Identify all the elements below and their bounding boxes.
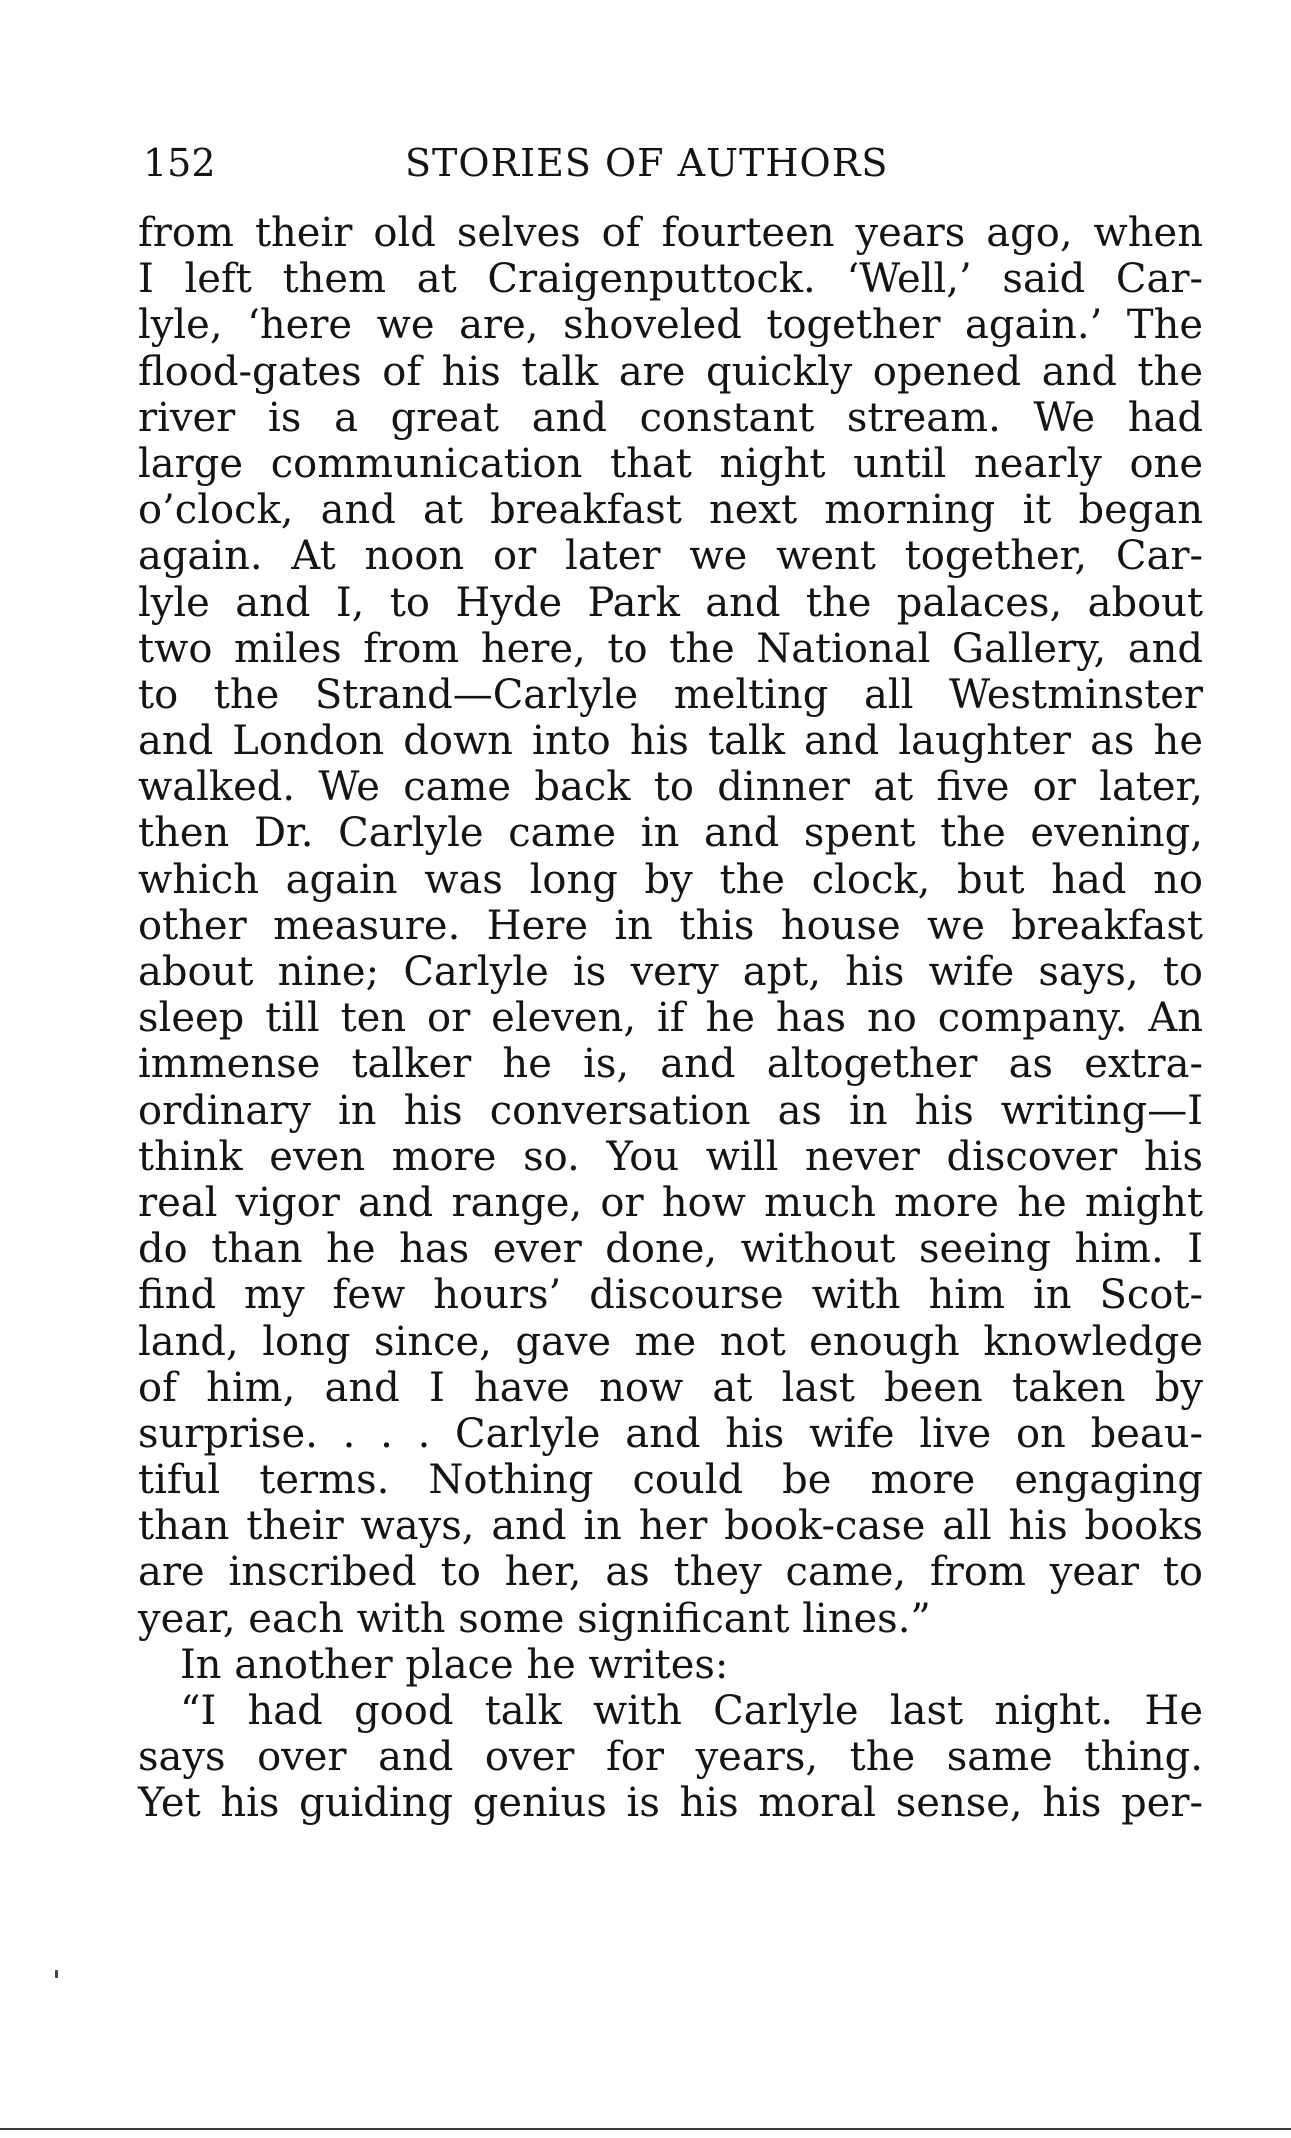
text-line: says over and over for years, the same thing.: [138, 1734, 1203, 1781]
text-line: do than he has ever done, without seeing him. I: [138, 1226, 1203, 1273]
text-line: which again was long by the clock, but had no: [138, 856, 1203, 903]
text-line: than their ways, and in her book-case all his books: [138, 1503, 1203, 1550]
text-line: find my few hours’ discourse with him in Scot-: [138, 1272, 1203, 1319]
text-line: ordinary in his conversation as in his writing—I: [138, 1087, 1203, 1134]
text-line: to the Strand—Carlyle melting all Westminster: [138, 671, 1203, 718]
text-line: real vigor and range, or how much more he might: [138, 1179, 1203, 1226]
text-line: walked. We came back to dinner at five or later,: [138, 764, 1203, 811]
text-line: of him, and I have now at last been taken by: [138, 1364, 1203, 1411]
text-line: land, long since, gave me not enough knowledge: [138, 1318, 1203, 1365]
text-line: again. At noon or later we went together, Car-: [138, 533, 1203, 580]
text-line: In another place he writes:: [180, 1641, 729, 1688]
running-head: [143, 138, 1203, 188]
text-line: other measure. Here in this house we breakfast: [138, 902, 1203, 949]
running-title: STORIES OF AUTHORS: [405, 141, 889, 185]
page-edge-rule: [0, 2128, 1291, 2130]
text-line: river is a great and constant stream. We had: [138, 394, 1203, 441]
text-line: two miles from here, to the National Gallery, and: [138, 625, 1203, 672]
text-line: year, each with some significant lines.”: [138, 1595, 931, 1642]
text-line: “I had good talk with Carlyle last night. He: [180, 1688, 1203, 1734]
text-line: sleep till ten or eleven, if he has no company. An: [138, 995, 1203, 1042]
body-text: [138, 210, 1203, 1827]
text-line: about nine; Carlyle is very apt, his wife says, to: [138, 949, 1203, 995]
text-line: then Dr. Carlyle came in and spent the evening,: [138, 810, 1203, 857]
text-line: o’clock, and at breakfast next morning it began: [138, 487, 1203, 534]
text-line: from their old selves of fourteen years ago, when: [138, 210, 1203, 256]
text-line: I left them at Craigenputtock. ‘Well,’ said Car-: [138, 256, 1203, 303]
text-line: tiful terms. Nothing could be more engaging: [138, 1457, 1203, 1504]
text-line: are inscribed to her, as they came, from year to: [138, 1549, 1203, 1596]
text-line: Yet his guiding genius is his moral sense, his per-: [138, 1780, 1203, 1827]
text-line: large communication that night until nearly one: [138, 440, 1203, 487]
text-line: flood-gates of his talk are quickly opened and the: [138, 348, 1203, 395]
text-line: and London down into his talk and laughter as he: [138, 718, 1203, 765]
page-number: 152: [143, 141, 216, 185]
ink-speck: [55, 1970, 58, 1978]
text-line: think even more so. You will never discover his: [138, 1133, 1203, 1180]
text-line: lyle and I, to Hyde Park and the palaces, about: [138, 579, 1203, 626]
text-line: surprise. . . . Carlyle and his wife live on beau-: [138, 1410, 1203, 1457]
text-line: immense talker he is, and altogether as extra-: [138, 1041, 1203, 1088]
text-line: lyle, ‘here we are, shoveled together again.’ The: [138, 302, 1203, 349]
